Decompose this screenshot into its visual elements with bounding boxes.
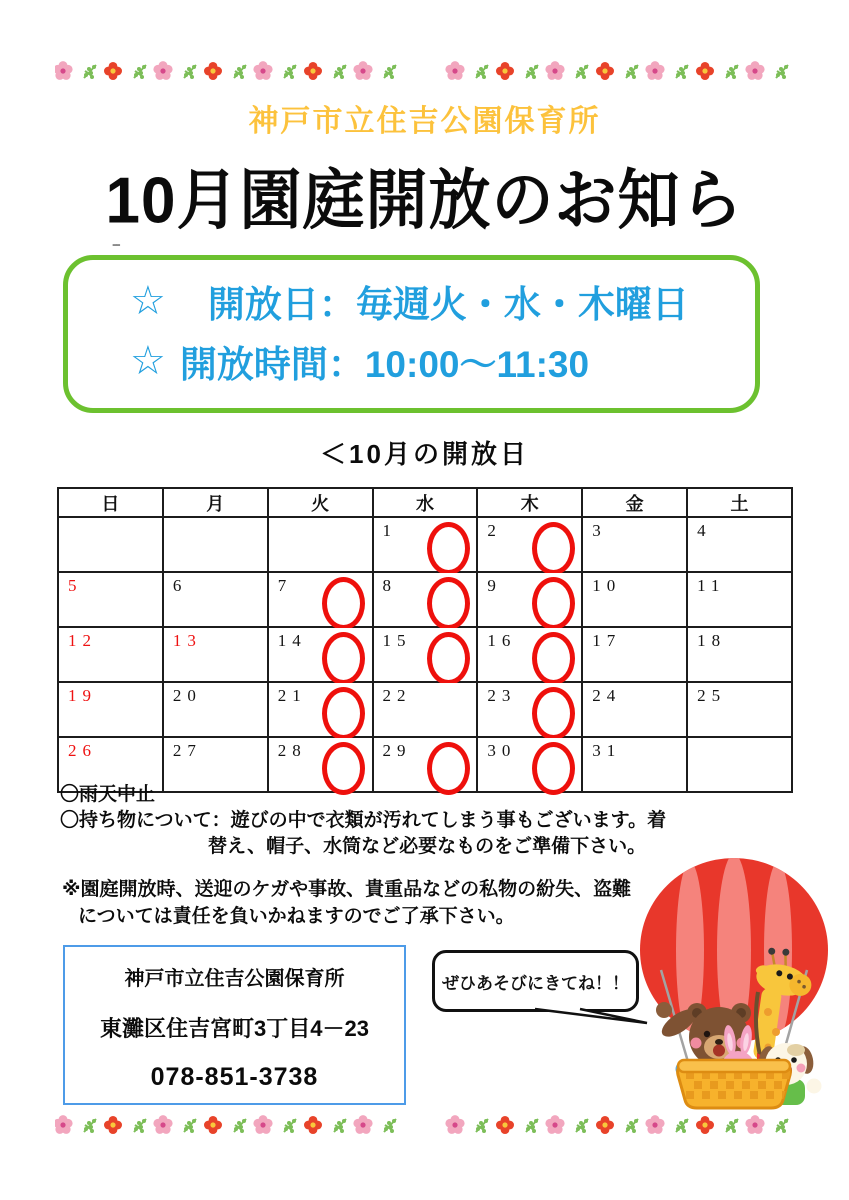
calendar-cell: [477, 517, 582, 572]
october-calendar-table: [57, 487, 793, 793]
day-number: 31: [592, 741, 622, 760]
contact-name: 神戸市立住吉公園保育所: [124, 968, 345, 990]
day-number: 14: [277, 631, 307, 650]
day-number: 16: [487, 631, 517, 650]
calendar-cell: [687, 572, 792, 627]
opening-info-box: [63, 255, 760, 413]
day-number: 15: [382, 631, 412, 650]
calendar-cell: [687, 737, 792, 792]
belongings-note-line1: 〇持ち物について：遊びの中で衣類が汚れてしまう事もございます。着: [60, 810, 667, 831]
calendar-week-row: [58, 682, 792, 737]
day-number: 25: [697, 686, 727, 705]
calendar-cell: [268, 517, 373, 572]
open-day-circle: [532, 577, 575, 630]
day-number: 8: [382, 576, 398, 595]
calendar-cell: [582, 572, 687, 627]
calendar-cell: [58, 572, 163, 627]
open-day-circle: [532, 687, 575, 740]
calendar-cell: [163, 517, 268, 572]
star-icon: ☆: [130, 339, 166, 383]
disclaimer-line2: については責任を負いかねますのでご了承下さい。: [78, 906, 515, 927]
day-number: 1: [382, 521, 398, 540]
day-header-cell: 月: [163, 488, 268, 517]
open-day-circle: [427, 522, 470, 575]
calendar-week-row: [58, 627, 792, 682]
open-hours-line: [130, 334, 755, 388]
open-day-circle: [427, 577, 470, 630]
day-header-cell: 土: [687, 488, 792, 517]
calendar-cell: [477, 682, 582, 737]
day-number: 28: [277, 741, 307, 760]
open-day-circle: [322, 687, 365, 740]
speech-bubble: [432, 950, 639, 1012]
day-number: 18: [697, 631, 727, 650]
calendar-cell: [373, 517, 478, 572]
day-header-cell: 金: [582, 488, 687, 517]
balloon-basket: [678, 1060, 791, 1108]
day-number: 22: [382, 686, 412, 705]
calendar-cell: [58, 682, 163, 737]
day-number: 2: [487, 521, 502, 540]
day-number: 9: [487, 576, 502, 595]
calendar-body: [58, 517, 792, 792]
contact-info-box: [63, 945, 406, 1105]
calendar-cell: [163, 572, 268, 627]
day-header-cell: 水: [373, 488, 478, 517]
open-day-circle: [427, 632, 470, 685]
disclaimer-section: [62, 876, 631, 930]
clipped-character-mark: --: [112, 236, 119, 253]
calendar-cell: [687, 682, 792, 737]
open-day-circle: [322, 632, 365, 685]
calendar-cell: [477, 572, 582, 627]
calendar-cell: [268, 572, 373, 627]
day-number: 26: [68, 741, 97, 760]
calendar-cell: [582, 682, 687, 737]
open-day-circle: [532, 632, 575, 685]
day-number: 20: [172, 686, 202, 705]
day-number: 19: [68, 686, 97, 705]
contact-phone: 078-851-3738: [150, 1063, 319, 1091]
calendar-cell: [58, 627, 163, 682]
open-day-circle: [532, 522, 575, 575]
calendar-week-row: [58, 572, 792, 627]
day-number: 3: [592, 521, 607, 540]
calendar-cell: [163, 627, 268, 682]
open-days-line: [130, 274, 755, 328]
speech-bubble-text: ぜひあそびにきてね！！: [442, 973, 629, 993]
day-number: 27: [172, 741, 202, 760]
day-number: 21: [277, 686, 307, 705]
calendar-heading: ＜10月の開放日: [320, 439, 529, 469]
calendar-cell: [373, 682, 478, 737]
day-number: 11: [697, 576, 726, 595]
calendar-cell: [582, 517, 687, 572]
calendar-cell: [687, 517, 792, 572]
notes-section: [60, 782, 666, 860]
day-number: 13: [172, 631, 202, 650]
calendar-week-row: [58, 517, 792, 572]
day-number: 4: [697, 521, 712, 540]
day-number: 10: [592, 576, 622, 595]
day-number: 12: [68, 631, 97, 650]
calendar-cell: [687, 627, 792, 682]
open-day-circle: [322, 577, 365, 630]
school-name-heading: 神戸市立住吉公園保育所: [248, 105, 601, 138]
day-header-cell: 日: [58, 488, 163, 517]
calendar-cell: [268, 627, 373, 682]
day-header-cell: 木: [477, 488, 582, 517]
rain-cancellation-note: 〇雨天中止: [60, 784, 156, 805]
day-number: 30: [487, 741, 517, 760]
calendar-cell: [373, 627, 478, 682]
open-hours-text: 開放時間：10:00～11:30: [179, 344, 590, 385]
day-number: 29: [382, 741, 412, 760]
day-number: 17: [592, 631, 622, 650]
calendar-cell: [163, 682, 268, 737]
calendar-header-row: [58, 488, 792, 517]
hot-air-balloon-illustration: [634, 850, 834, 1110]
flower-border-top-decoration: [55, 56, 793, 86]
belongings-note-line2: 替え、帽子、水筒など必要なものをご準備下さい。: [208, 836, 647, 857]
calendar-cell: [58, 517, 163, 572]
disclaimer-line1: ※園庭開放時、送迎のケガや事故、貴重品などの私物の紛失、盗難: [62, 879, 632, 900]
page-title: 10月園庭開放のお知ら: [105, 164, 744, 238]
calendar-cell: [582, 627, 687, 682]
calendar-cell: [268, 682, 373, 737]
day-number: 5: [68, 576, 83, 595]
flower-border-bottom-decoration: [55, 1110, 793, 1140]
calendar-cell: [477, 627, 582, 682]
day-number: 23: [487, 686, 517, 705]
day-number: 24: [592, 686, 622, 705]
open-days-text: 開放日：毎週火・水・木曜日: [207, 284, 689, 325]
speech-bubble-tail: [520, 1006, 650, 1026]
star-icon: ☆: [130, 279, 166, 323]
calendar-cell: [373, 572, 478, 627]
day-number: 7: [277, 576, 293, 595]
contact-address: 東灘区住吉宮町3丁目4－23: [100, 1016, 369, 1041]
day-number: 6: [172, 576, 188, 595]
day-header-cell: 火: [268, 488, 373, 517]
